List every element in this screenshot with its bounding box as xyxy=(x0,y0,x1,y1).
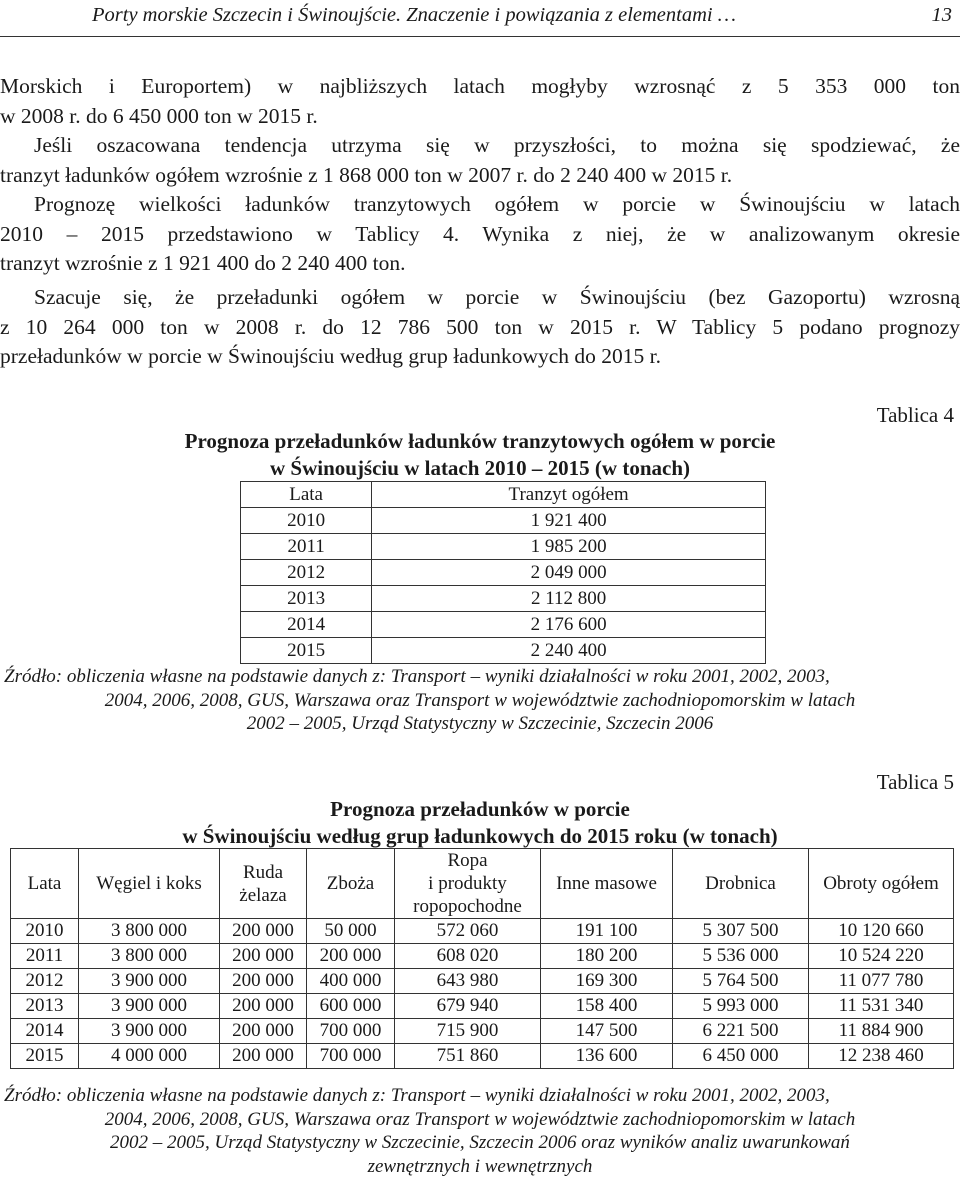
table-cell: 136 600 xyxy=(541,1044,673,1069)
table-cell: 1 921 400 xyxy=(372,508,766,534)
column-header: Zboża xyxy=(307,849,395,919)
table-cell: 608 020 xyxy=(395,944,541,969)
column-header: Lata xyxy=(11,849,79,919)
paragraph-line: tranzyt wzrośnie z 1 921 400 do 2 240 400 ton. xyxy=(0,251,406,275)
running-header xyxy=(0,0,960,37)
paragraph-3 xyxy=(0,190,960,279)
table-cell: 3 900 000 xyxy=(79,994,220,1019)
table-cell: 11 077 780 xyxy=(809,969,954,994)
column-header-line: ropopochodne xyxy=(413,896,522,917)
table5 xyxy=(10,848,954,1069)
table-cell: 700 000 xyxy=(307,1044,395,1069)
table-cell: 2 176 600 xyxy=(372,612,766,638)
table-cell: 643 980 xyxy=(395,969,541,994)
table-cell: 700 000 xyxy=(307,1019,395,1044)
table-row xyxy=(11,944,954,969)
running-header-title: Porty morskie Szczecin i Świnoujście. Znaczenie i powiązania z elementami … xyxy=(92,4,736,26)
column-header xyxy=(395,849,541,919)
table-cell: 2014 xyxy=(11,1019,79,1044)
table-row xyxy=(241,612,766,638)
table-cell: 572 060 xyxy=(395,919,541,944)
page-number: 13 xyxy=(931,4,952,26)
table-row xyxy=(11,1044,954,1069)
table4-label: Tablica 4 xyxy=(876,403,954,427)
column-header: Drobnica xyxy=(673,849,809,919)
table-cell: 200 000 xyxy=(220,994,307,1019)
table-row xyxy=(241,534,766,560)
table-cell: 1 985 200 xyxy=(372,534,766,560)
table-cell: 5 536 000 xyxy=(673,944,809,969)
source-line: Źródło: obliczenia własne na podstawie danych z: Transport – wyniki działalności w roku 2001, 2002, 2003, xyxy=(4,1085,830,1106)
paragraph-line: Jeśli oszacowana tendencja utrzyma się w przyszłości, to można się spodziewać, że xyxy=(34,133,960,157)
column-header: Węgiel i koks xyxy=(79,849,220,919)
table-cell: 2014 xyxy=(241,612,372,638)
table4-source-note xyxy=(0,665,960,736)
table4-title xyxy=(0,428,960,482)
table-row xyxy=(241,638,766,664)
column-header: Tranzyt ogółem xyxy=(372,482,766,508)
table-cell: 2015 xyxy=(241,638,372,664)
table-cell: 2 049 000 xyxy=(372,560,766,586)
table5-title-line: w Świnoujściu według grup ładunkowych do 2015 roku (w tonach) xyxy=(182,824,778,848)
table-cell: 200 000 xyxy=(220,944,307,969)
table-cell: 10 120 660 xyxy=(809,919,954,944)
column-header-line: i produkty xyxy=(428,873,507,894)
paragraph-line: Prognozę wielkości ładunków tranzytowych ogółem w porcie w Świnoujściu w latach xyxy=(34,192,960,216)
table-cell: 200 000 xyxy=(220,1044,307,1069)
table-cell: 4 000 000 xyxy=(79,1044,220,1069)
paragraph-line: w 2008 r. do 6 450 000 ton w 2015 r. xyxy=(0,103,318,128)
paragraph-2 xyxy=(0,131,960,190)
table4-title-line: w Świnoujściu w latach 2010 – 2015 (w tonach) xyxy=(269,456,691,480)
table-header-row xyxy=(241,482,766,508)
paragraph-1 xyxy=(0,72,960,131)
table-cell: 11 531 340 xyxy=(809,994,954,1019)
source-line: zewnętrznych i wewnętrznych xyxy=(367,1155,593,1177)
table-cell: 3 900 000 xyxy=(79,1019,220,1044)
paragraph-line: Morskich i Europortem) w najbliższych latach mogłyby wzrosnąć z 5 353 000 ton xyxy=(0,74,960,98)
paragraph-line: Szacuje się, że przeładunki ogółem w porcie w Świnoujściu (bez Gazoportu) wzrosną xyxy=(34,285,960,309)
paragraph-line: tranzyt ładunków ogółem wzrośnie z 1 868 000 ton w 2007 r. do 2 240 400 w 2015 r. xyxy=(0,162,733,187)
table-row xyxy=(241,586,766,612)
table-cell: 2010 xyxy=(241,508,372,534)
table-row xyxy=(241,508,766,534)
table5-title xyxy=(0,796,960,850)
column-header: Inne masowe xyxy=(541,849,673,919)
table-cell: 147 500 xyxy=(541,1019,673,1044)
column-header-line: Ruda xyxy=(242,861,284,883)
column-header: Lata xyxy=(241,482,372,508)
table-cell: 679 940 xyxy=(395,994,541,1019)
table-row xyxy=(241,560,766,586)
column-header-line: Ropa xyxy=(447,850,488,871)
table-cell: 12 238 460 xyxy=(809,1044,954,1069)
table-cell: 400 000 xyxy=(307,969,395,994)
table4-title-line: Prognoza przeładunków ładunków tranzytowych ogółem w porcie xyxy=(184,429,776,453)
table-cell: 50 000 xyxy=(307,919,395,944)
table5-title-line: Prognoza przeładunków w porcie xyxy=(330,797,630,821)
table-cell: 2011 xyxy=(241,534,372,560)
table-cell: 5 993 000 xyxy=(673,994,809,1019)
column-header-line: żelaza xyxy=(239,884,287,906)
table-cell: 200 000 xyxy=(220,1019,307,1044)
table-cell: 5 764 500 xyxy=(673,969,809,994)
column-header xyxy=(220,849,307,919)
table-cell: 200 000 xyxy=(307,944,395,969)
table-cell: 6 221 500 xyxy=(673,1019,809,1044)
source-line: 2004, 2006, 2008, GUS, Warszawa oraz Transport w województwie zachodniopomorskim w latach xyxy=(104,689,856,711)
table-cell: 2013 xyxy=(241,586,372,612)
table-cell: 2012 xyxy=(241,560,372,586)
table-row xyxy=(11,994,954,1019)
table-cell: 158 400 xyxy=(541,994,673,1019)
table-cell: 3 800 000 xyxy=(79,919,220,944)
table-cell: 11 884 900 xyxy=(809,1019,954,1044)
table-cell: 2012 xyxy=(11,969,79,994)
table-cell: 191 100 xyxy=(541,919,673,944)
table5-label: Tablica 5 xyxy=(876,770,954,794)
source-line: 2002 – 2005, Urząd Statystyczny w Szczecinie, Szczecin 2006 oraz wyników analiz uwarunkowań xyxy=(110,1132,850,1153)
table-row xyxy=(11,969,954,994)
paragraph-line: przeładunków w porcie w Świnoujściu według grup ładunkowych do 2015 r. xyxy=(0,344,662,368)
table-row xyxy=(11,1019,954,1044)
source-line: 2004, 2006, 2008, GUS, Warszawa oraz Transport w województwie zachodniopomorskim w latach xyxy=(104,1108,856,1130)
table-cell: 2 240 400 xyxy=(372,638,766,664)
table-cell: 169 300 xyxy=(541,969,673,994)
table-row xyxy=(11,919,954,944)
table-cell: 180 200 xyxy=(541,944,673,969)
table-cell: 3 900 000 xyxy=(79,969,220,994)
table-cell: 200 000 xyxy=(220,919,307,944)
table5-source-note xyxy=(0,1084,960,1178)
table-cell: 2013 xyxy=(11,994,79,1019)
table-cell: 2015 xyxy=(11,1044,79,1069)
table4 xyxy=(240,481,766,664)
paragraph-4 xyxy=(0,283,960,372)
table-cell: 715 900 xyxy=(395,1019,541,1044)
table-cell: 2 112 800 xyxy=(372,586,766,612)
table-cell: 751 860 xyxy=(395,1044,541,1069)
source-line: 2002 – 2005, Urząd Statystyczny w Szczecinie, Szczecin 2006 xyxy=(246,713,714,734)
table-cell: 10 524 220 xyxy=(809,944,954,969)
table-cell: 2011 xyxy=(11,944,79,969)
table-cell: 6 450 000 xyxy=(673,1044,809,1069)
table-cell: 200 000 xyxy=(220,969,307,994)
table-cell: 600 000 xyxy=(307,994,395,1019)
source-line: Źródło: obliczenia własne na podstawie danych z: Transport – wyniki działalności w roku 2001, 2002, 2003, xyxy=(4,666,830,687)
paragraph-line: z 10 264 000 ton w 2008 r. do 12 786 500 ton w 2015 r. W Tablicy 5 podano prognozy xyxy=(0,314,960,339)
table-header-row xyxy=(11,849,954,919)
table-cell: 5 307 500 xyxy=(673,919,809,944)
table-cell: 3 800 000 xyxy=(79,944,220,969)
paragraph-line: 2010 – 2015 przedstawiono w Tablicy 4. Wynika z niej, że w analizowanym okresie xyxy=(0,221,960,246)
table-cell: 2010 xyxy=(11,919,79,944)
column-header: Obroty ogółem xyxy=(809,849,954,919)
